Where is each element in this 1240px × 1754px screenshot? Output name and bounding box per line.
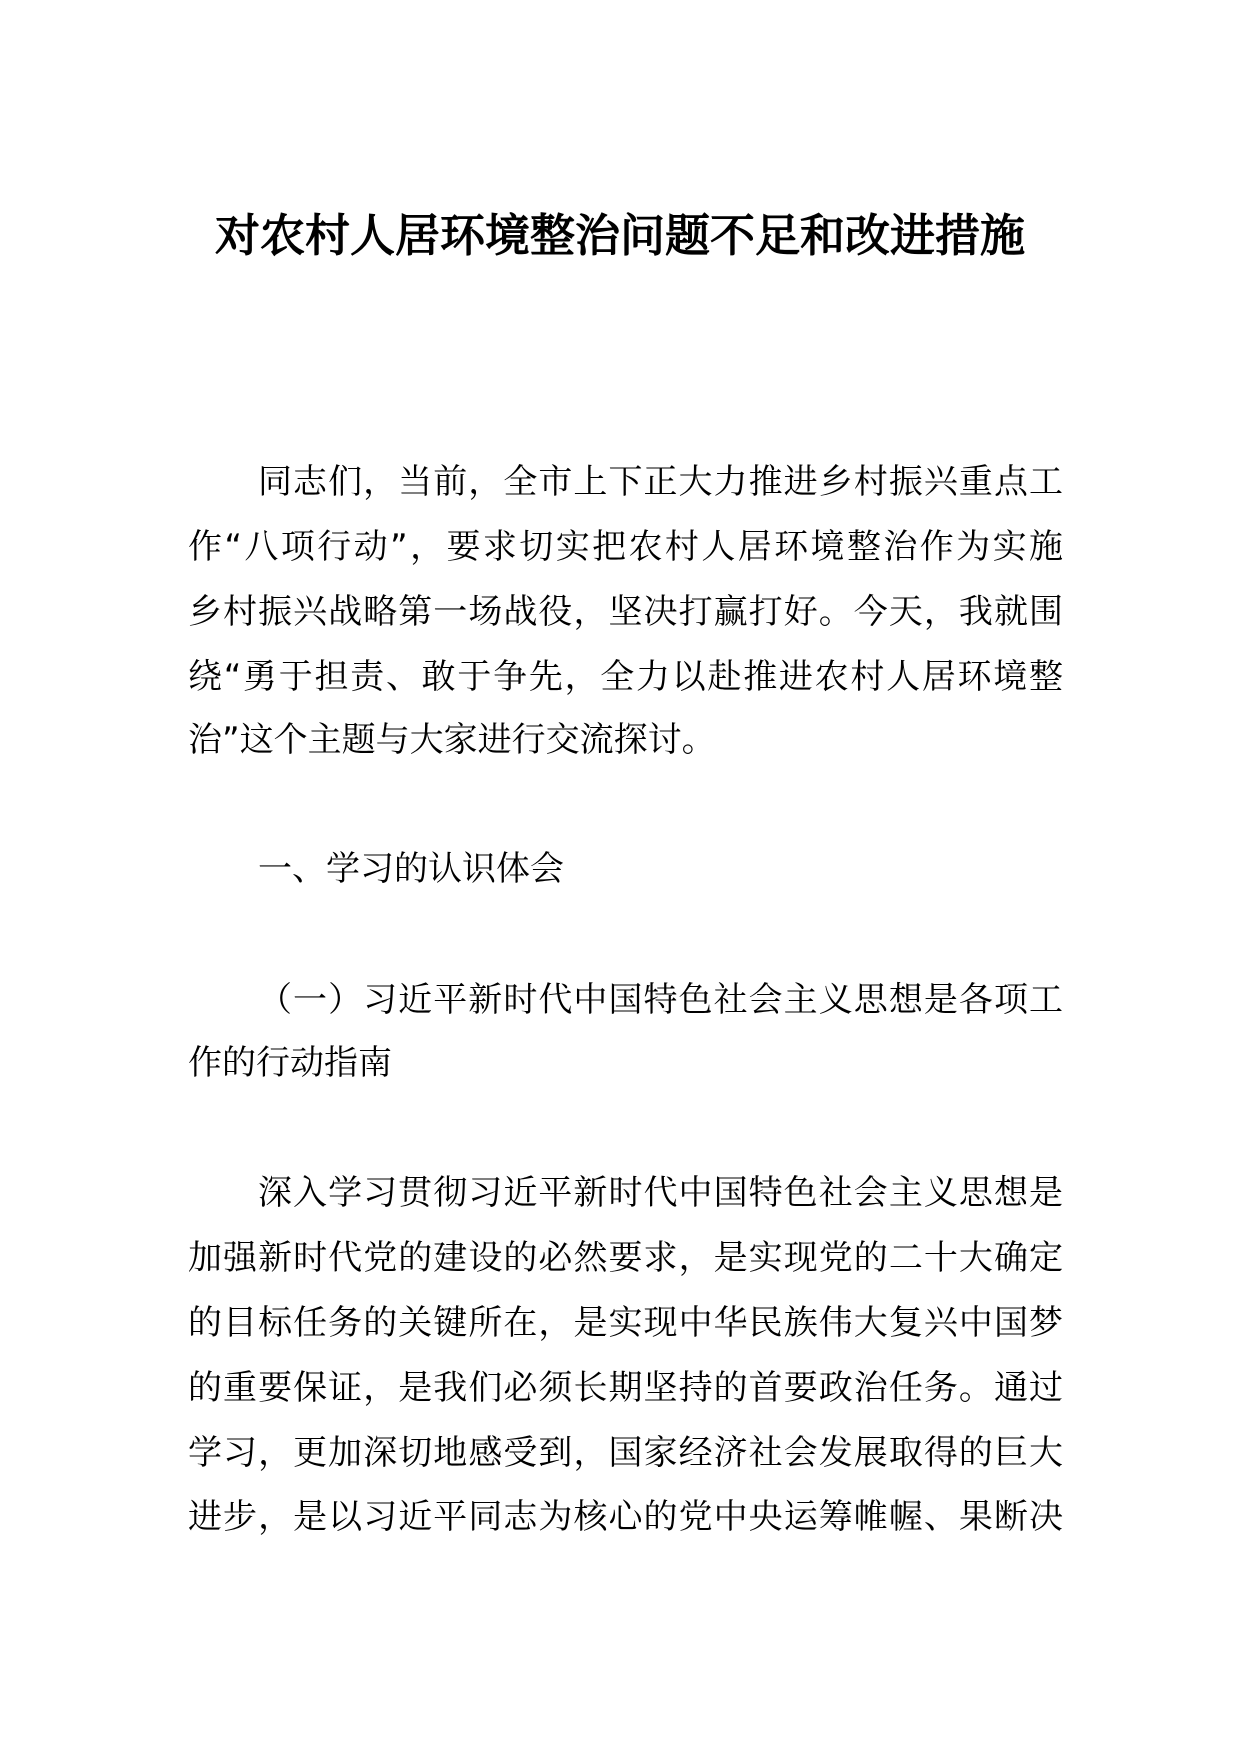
intro-line: 作“八项行动”，要求切实把农村人居环境整治作为实施: [188, 527, 1063, 567]
body-line: 深入学习贯彻习近平新时代中国特色社会主义思想是: [258, 1173, 1063, 1213]
intro-line: 治”这个主题与大家进行交流探讨。: [188, 720, 716, 760]
body-line: 进步，是以习近平同志为核心的党中央运筹帷幄、果断决: [188, 1497, 1063, 1537]
section-heading: 一、学习的认识体会: [258, 849, 564, 889]
intro-line: 同志们，当前，全市上下正大力推进乡村振兴重点工: [258, 462, 1063, 502]
subsection-heading-line: （一）习近平新时代中国特色社会主义思想是各项工: [258, 980, 1063, 1020]
body-line: 学习，更加深切地感受到，国家经济社会发展取得的巨大: [188, 1433, 1063, 1473]
intro-line: 绕“勇于担责、敢于争先，全力以赴推进农村人居环境整: [188, 657, 1063, 697]
document-title: 对农村人居环境整治问题不足和改进措施: [214, 209, 1025, 262]
body-line: 加强新时代党的建设的必然要求，是实现党的二十大确定: [188, 1238, 1063, 1278]
body-line: 的目标任务的关键所在，是实现中华民族伟大复兴中国梦: [188, 1303, 1063, 1343]
intro-line: 乡村振兴战略第一场战役，坚决打赢打好。今天，我就围: [188, 592, 1063, 632]
body-line: 的重要保证，是我们必须长期坚持的首要政治任务。通过: [188, 1368, 1063, 1408]
subsection-heading-line: 作的行动指南: [188, 1043, 392, 1083]
